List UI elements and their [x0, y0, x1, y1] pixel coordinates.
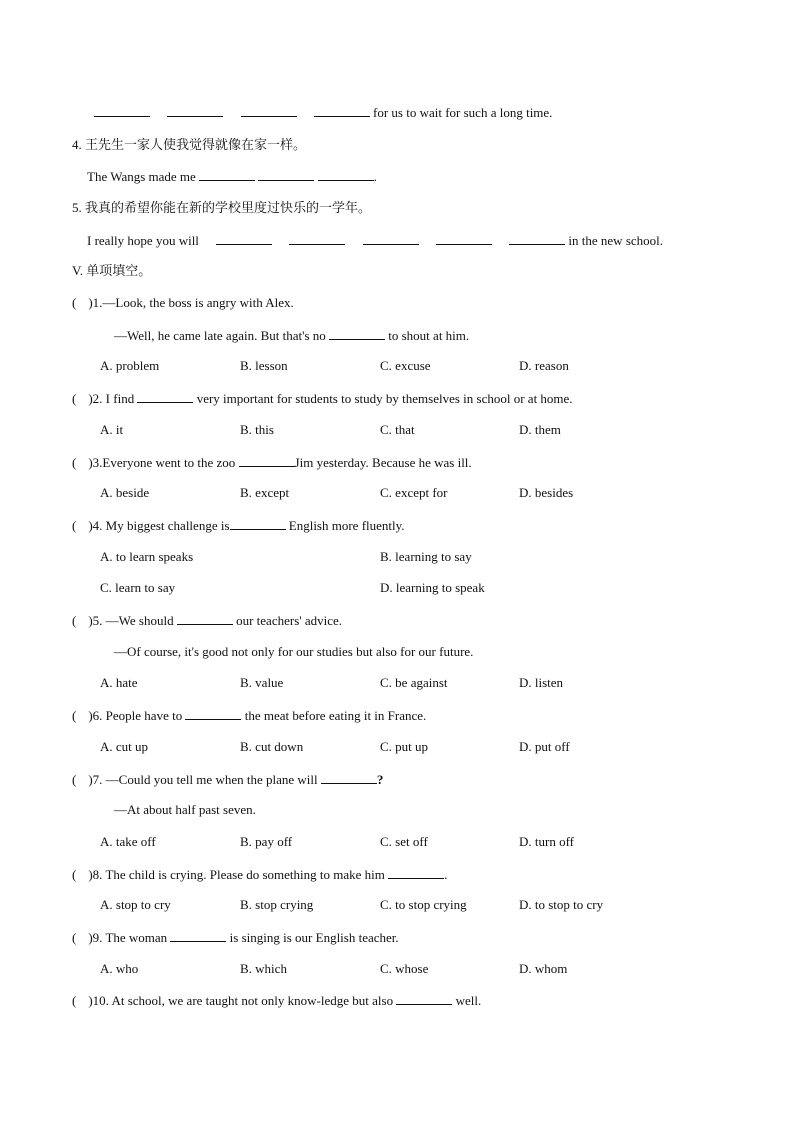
- mc-question-7: ( )7. —Could you tell me when the plane will ?: [72, 772, 384, 787]
- mc-question-1: ( )1.—Look, the boss is angry with Alex.: [72, 295, 294, 310]
- mc-question-5-reply: —Of course, it's good not only for our studies but also for our future.: [114, 644, 474, 659]
- option-b[interactable]: B. learning to say: [380, 549, 472, 564]
- question-5-answer-prefix: I really hope you will: [87, 233, 199, 248]
- question-5-answer-line: [87, 232, 663, 249]
- answer-blank[interactable]: [137, 390, 193, 403]
- option-d[interactable]: D. whom: [519, 961, 568, 976]
- top-answer-line: [94, 104, 552, 121]
- option-a[interactable]: A. cut up: [100, 739, 149, 754]
- option-b[interactable]: B. lesson: [240, 358, 288, 373]
- option-d[interactable]: D. learning to speak: [380, 580, 485, 595]
- option-a[interactable]: A. problem: [100, 358, 160, 373]
- mc-question-10: ( )10. At school, we are taught not only know-ledge but also well.: [72, 993, 482, 1008]
- mc-question-3: ( )3.Everyone went to the zoo Jim yesterday. Because he was ill.: [72, 455, 472, 470]
- option-a[interactable]: A. it: [100, 422, 124, 437]
- answer-blank[interactable]: [185, 707, 241, 720]
- mc-question-8: ( )8. The child is crying. Please do something to make him .: [72, 867, 448, 882]
- answer-blank[interactable]: [363, 232, 419, 245]
- question-4-answer-prefix: The Wangs made me: [87, 169, 196, 184]
- mc-question-5: ( )5. —We should our teachers' advice.: [72, 613, 343, 628]
- answer-blank[interactable]: [396, 992, 452, 1005]
- option-c[interactable]: C. excuse: [380, 358, 431, 373]
- option-b[interactable]: B. pay off: [240, 834, 293, 849]
- answer-blank[interactable]: [289, 232, 345, 245]
- answer-blank[interactable]: [436, 232, 492, 245]
- answer-blank[interactable]: [314, 104, 370, 117]
- mc-question-1-stem: )1.—Look, the boss is angry with Alex.: [88, 295, 294, 310]
- option-c[interactable]: C. to stop crying: [380, 897, 467, 912]
- option-c[interactable]: C. learn to say: [100, 580, 176, 595]
- option-a[interactable]: A. take off: [100, 834, 156, 849]
- question-5-prompt: 5. 我真的希望你能在新的学校里度过快乐的一学年。: [72, 200, 372, 215]
- option-c[interactable]: C. that: [380, 422, 415, 437]
- option-b[interactable]: B. except: [240, 485, 290, 500]
- answer-blank[interactable]: [241, 104, 297, 117]
- option-c[interactable]: C. whose: [380, 961, 429, 976]
- option-a[interactable]: A. hate: [100, 675, 138, 690]
- option-c[interactable]: C. set off: [380, 834, 428, 849]
- option-a[interactable]: A. beside: [100, 485, 150, 500]
- question-5-answer-suffix: in the new school.: [568, 233, 664, 248]
- option-a[interactable]: A. stop to cry: [100, 897, 171, 912]
- option-b[interactable]: B. cut down: [240, 739, 304, 754]
- answer-blank[interactable]: [94, 104, 150, 117]
- option-d[interactable]: D. turn off: [519, 834, 575, 849]
- option-c[interactable]: C. be against: [380, 675, 448, 690]
- mc-question-9: ( )9. The woman is singing is our English teacher.: [72, 930, 399, 945]
- answer-blank[interactable]: [388, 866, 444, 879]
- mc-question-6: ( )6. People have to the meat before eating it in France.: [72, 708, 427, 723]
- option-d[interactable]: D. put off: [519, 739, 570, 754]
- question-4-answer-line: [87, 168, 377, 185]
- option-d[interactable]: D. to stop to cry: [519, 897, 604, 912]
- option-b[interactable]: B. stop crying: [240, 897, 314, 912]
- section-title: V. 单项填空。: [72, 263, 152, 278]
- top-answer-suffix: for us to wait for such a long time.: [373, 105, 553, 120]
- answer-blank[interactable]: [509, 232, 565, 245]
- option-a[interactable]: A. to learn speaks: [100, 549, 194, 564]
- option-d[interactable]: D. reason: [519, 358, 569, 373]
- mc-question-1-reply: —Well, he came late again. But that's no to shout at him.: [114, 328, 470, 343]
- option-b[interactable]: B. value: [240, 675, 284, 690]
- answer-blank[interactable]: [230, 517, 286, 530]
- answer-blank[interactable]: [329, 327, 385, 340]
- answer-blank[interactable]: [318, 168, 374, 181]
- option-d[interactable]: D. listen: [519, 675, 564, 690]
- mc-question-2: ( )2. I find very important for students to study by themselves in school or at home.: [72, 391, 573, 406]
- option-a[interactable]: A. who: [100, 961, 139, 976]
- option-d[interactable]: D. besides: [519, 485, 574, 500]
- answer-blank[interactable]: [239, 454, 295, 467]
- answer-blank[interactable]: [258, 168, 314, 181]
- option-b[interactable]: B. which: [240, 961, 287, 976]
- option-c[interactable]: C. put up: [380, 739, 429, 754]
- mc-question-7-reply: —At about half past seven.: [114, 802, 256, 817]
- question-4-prompt: 4. 王先生一家人使我觉得就像在家一样。: [72, 137, 307, 152]
- option-d[interactable]: D. them: [519, 422, 561, 437]
- answer-blank[interactable]: [170, 929, 226, 942]
- option-c[interactable]: C. except for: [380, 485, 448, 500]
- answer-blank[interactable]: [199, 168, 255, 181]
- answer-blank[interactable]: [167, 104, 223, 117]
- answer-blank[interactable]: [216, 232, 272, 245]
- question-4-answer-suffix: .: [373, 169, 377, 184]
- answer-blank[interactable]: [321, 771, 377, 784]
- option-b[interactable]: B. this: [240, 422, 274, 437]
- mc-question-4: ( )4. My biggest challenge is English more fluently.: [72, 518, 405, 533]
- answer-blank[interactable]: [177, 612, 233, 625]
